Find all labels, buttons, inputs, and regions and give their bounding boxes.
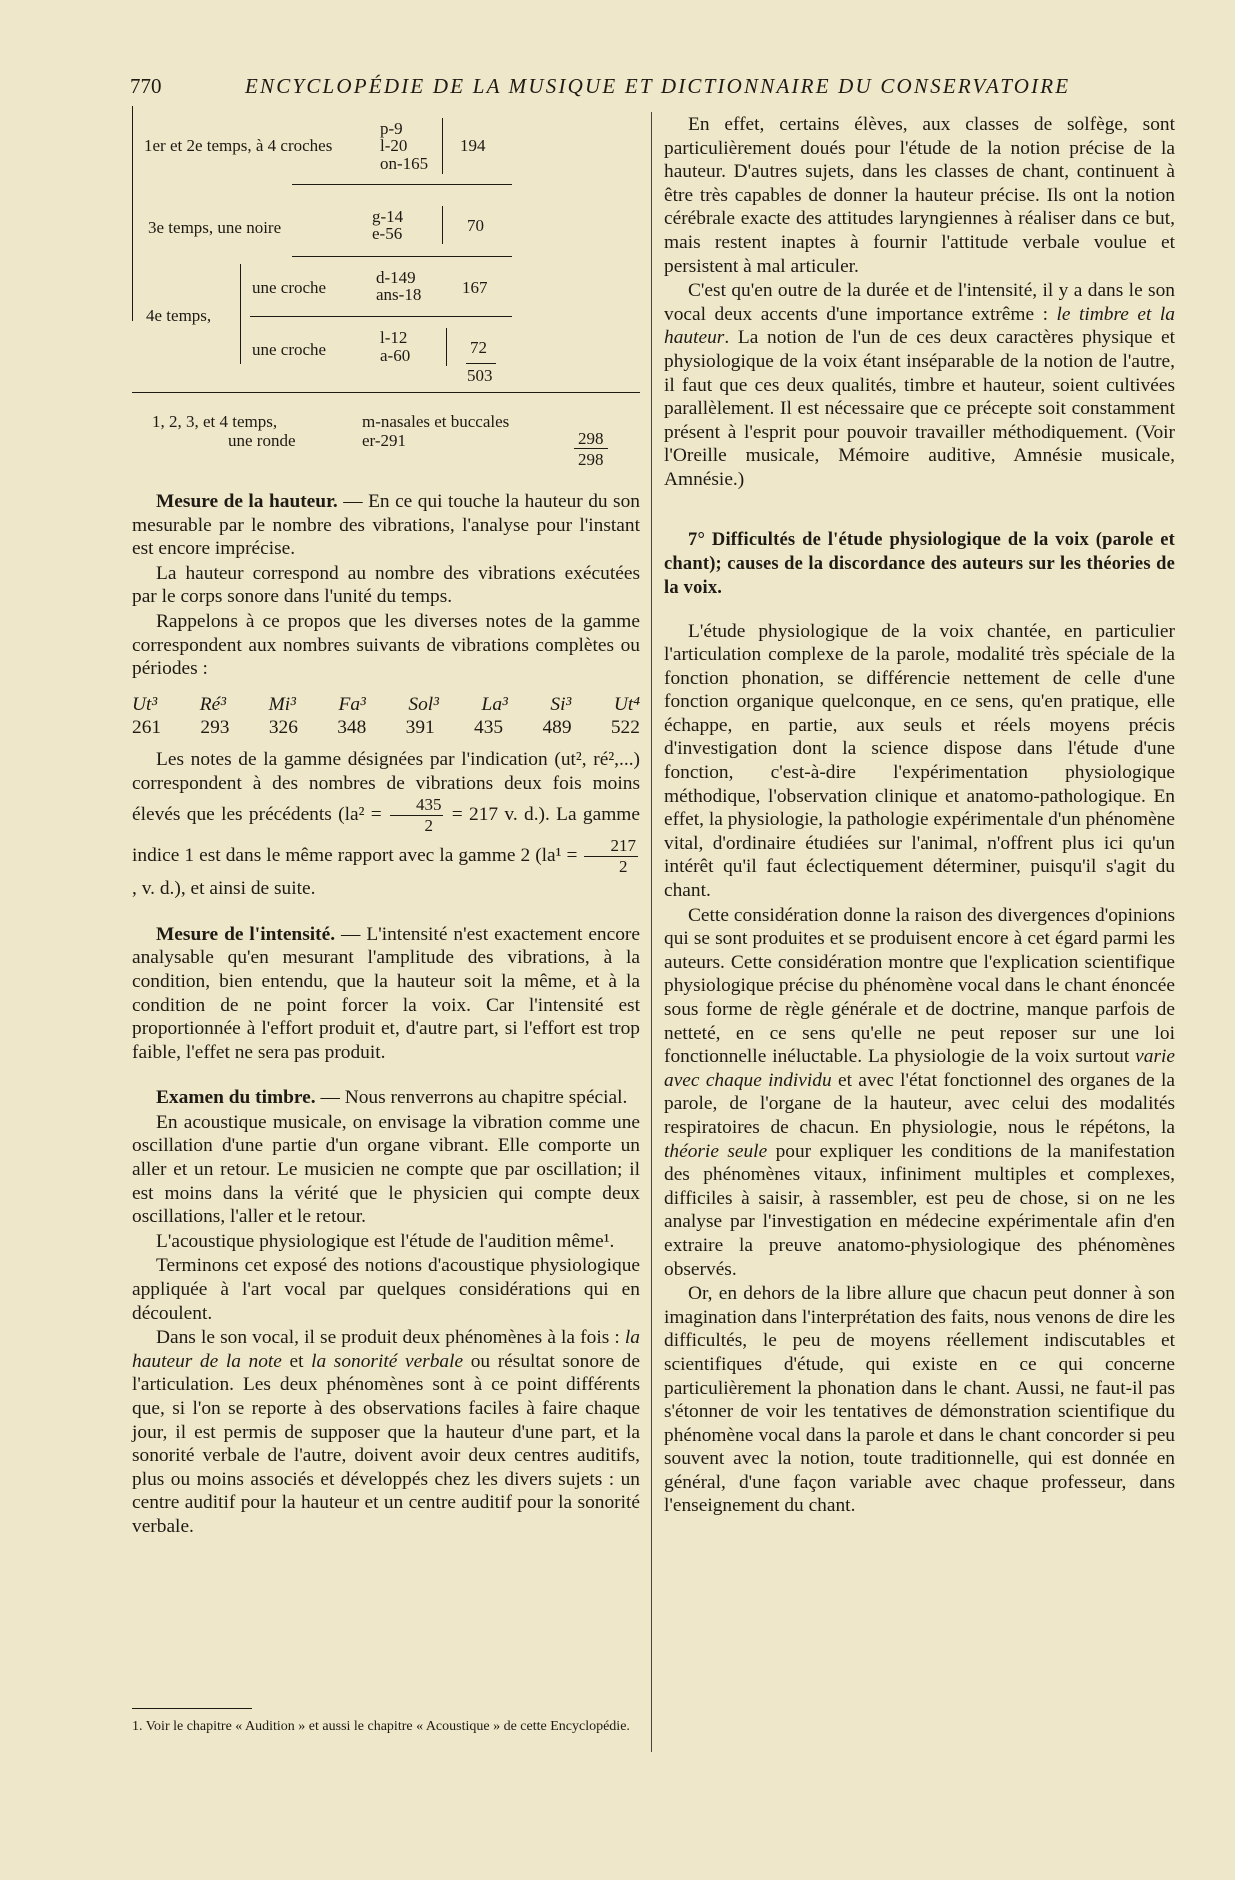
note-name: Mi³	[268, 693, 296, 715]
column-divider	[651, 112, 652, 1752]
table-rule-2	[292, 256, 512, 257]
text-son-vocal-c: ou résultat sonore de l'articulation. Les deux phénomènes sont à ce point différents que, si l'on se reporte à des observations faciles à faire chaque jour, il est permis de supposer que la hauteur d'une part, et la sonorité verbale de l'autre, doivent avoir deux centres auditifs, plus ou moins associés et développés chez les divers sujets : un centre auditif pour la hauteur et un centre auditif pour la sonorité verbale.	[132, 1350, 640, 1537]
table-row-3b-total: 72	[470, 338, 487, 357]
italic-theorie-seule: théorie seule	[664, 1140, 768, 1162]
table-row-4-total: 298	[578, 429, 604, 448]
table-row-2-total: 70	[467, 216, 484, 235]
text-hauteur: — En ce qui touche la hauteur du son mesurable par le nombre des vibrations, l'analyse pour l'instant est encore imprécise.	[132, 491, 640, 560]
paragraph-indices	[132, 748, 640, 901]
text-accents-a: C'est qu'en outre de la durée et de l'intensité, il y a dans le son vocal deux accents d'une importance extrême :	[664, 280, 1175, 325]
paragraph-etude: L'étude physiologique de la voix chantée, en particulier l'articulation complexe de la parole, modalité très spéciale de la fonction phonation, se différencie nettement de celle d'une fonction organique quelconque, en ce sens, qu'en pratique, elle échappe, en partie, aux seuls et réels moyens précis d'investigation dont la science dispose dans l'étude d'une fonction, c'est-à-dire l'expérimentation physiologique méthodique, l'observation clinique et anatomo-pathologique. En effet, la physiologie, la pathologie expérimentale d'un phénomène vital, d'ordinaire étudiées sur l'animal, n'offrent plus ici qu'un intérêt qu'il faut éclectiquement déterminer, puisqu'il s'agit du chant.	[664, 620, 1175, 902]
footnote-rule	[132, 1708, 252, 1709]
paragraph-timbre	[132, 1086, 640, 1110]
fraction-435-2	[390, 795, 444, 836]
text-son-vocal-b: et	[281, 1350, 312, 1372]
table-row-1-total: 194	[460, 136, 486, 155]
note-name: Si³	[550, 693, 572, 715]
table-row-3b-brace	[446, 328, 447, 366]
frequency-value: 489	[542, 717, 572, 739]
frequency-value: 326	[268, 717, 298, 739]
heading-timbre: Examen du timbre.	[156, 1087, 316, 1109]
heading-intensite: Mesure de l'intensité.	[156, 923, 336, 945]
frequency-value: 348	[337, 717, 367, 739]
page-number: 770	[130, 74, 162, 98]
table-row-3b-label: une croche	[252, 340, 327, 359]
italic-sonorite-verbale: la sonorité verbale	[311, 1350, 464, 1372]
note-name: Fa³	[338, 693, 366, 715]
paragraph-eleves: En effet, certains élèves, aux classes de solfège, sont particulièrement doués pour l'étude de la notion précise de la hauteur. D'autres sujets, dans les classes de chant, continuent à être très capables de donner la hauteur précise. Ils ont la notion cérébrale exacte des attitudes laryngiennes à réaliser dans ce but, mais restent inaptes à fournir l'attitude verbale voulue et persistent à mal articuler.	[664, 114, 1175, 277]
fraction-denominator: 2	[618, 857, 628, 877]
paragraph-oscillation: En acoustique musicale, on envisage la vibration comme une oscillation d'une partie d'un organe vibrant. Elle comporte un aller et un retour. Le musicien ne compte que par oscillation; il est moins dans la vérité que le physicien qui compte deux oscillations, l'aller et le retour.	[132, 1111, 640, 1228]
table-row-3a-a: d-149	[376, 268, 416, 287]
text-divergences-c: pour expliquer les conditions de la manifestation des phénomènes vitaux, infiniment multiples et complexes, difficiles à saisir, à rassembler, est peu de chose, si on ne les analyse par l'investigation en médecine expérimentale afin d'en extraire la preuve anatomo-physiologique des phénomènes observés.	[664, 1140, 1175, 1280]
note-names-row	[132, 693, 640, 717]
table-row-4-a: m-nasales et buccales	[362, 412, 510, 431]
frequency-value: 261	[132, 717, 162, 739]
frequency-row	[132, 716, 640, 740]
fraction-denominator: 2	[424, 816, 433, 836]
frequency-value: 293	[200, 717, 230, 739]
text-divergences-b: et avec l'état fonctionnel des organes de la parole, de l'organe de la hauteur, avec celui des modalités respiratoires de chacun. En physiologie, nous le répétons, la	[664, 1069, 1175, 1138]
paragraph-son-vocal	[132, 1326, 640, 1538]
left-column	[132, 490, 640, 1539]
table-row-3a-total: 167	[462, 278, 488, 297]
table-row-1-b: l-20	[380, 136, 408, 155]
table-row-3a-label: une croche	[252, 278, 327, 297]
paragraph-vibrations: La hauteur correspond au nombre des vibrations exécutées par le corps sonore dans l'unité du temps.	[132, 562, 640, 608]
table-row-1-a: p-9	[380, 119, 403, 138]
text-indices-c: , v. d.), et ainsi de suite.	[132, 878, 316, 900]
text-intensite: — L'intensité n'est exactement encore analysable qu'en mesurant l'amplitude des vibrations, à la condition, bien entendu, que la hauteur soit la même, et à la condition de ne point forcer la voix. Car l'intensité est proportionnée à l'effort produit et, d'autre part, si l'effort est trop faible, l'effet ne sera pas produit.	[132, 923, 640, 1063]
paragraph-hauteur	[132, 490, 640, 561]
note-name: Sol³	[408, 693, 439, 715]
fraction-numerator: 217	[584, 836, 638, 857]
frequency-value: 435	[474, 717, 504, 739]
table-row-1-label: 1er et 2e temps, à 4 croches	[144, 136, 333, 155]
italic-timbre-hauteur: le timbre et la hauteur	[664, 303, 1175, 349]
paragraph-accents	[664, 279, 1175, 491]
text-divergences-a: Cette considération donne la raison des divergences d'opinions qui se sont produites et se produisent encore à cet égard parmi les auteurs. Cette considération montre que l'explication scientifique physiologique précise du phénomène vocal dans le chant énoncée sous forme de règle générale et de doctrine, manque parfois de netteté, en ce sens qu'elle ne peut reposer sur une loi fonctionnelle inéluctable. La physiologie de la voix surtout	[664, 904, 1175, 1068]
paragraph-terminons: Terminons cet exposé des notions d'acoustique physiologique appliquée à l'art vocal par quelques considérations qui en découlent.	[132, 1255, 640, 1324]
table-row-3-brace	[240, 264, 241, 364]
running-title: ENCYCLOPÉDIE DE LA MUSIQUE ET DICTIONNAIRE DU CONSERVATOIRE	[245, 74, 1071, 98]
table-row-2-brace	[442, 206, 443, 244]
frequency-value: 391	[405, 717, 435, 739]
right-column	[664, 113, 1175, 1518]
italic-hauteur-note: la hauteur de la note	[132, 1327, 640, 1372]
table-total-rule	[574, 448, 608, 449]
table-row-1-c: on-165	[380, 154, 429, 173]
italic-varie-individu: varie avec chaque individu	[664, 1046, 1175, 1091]
paragraph-divergences	[664, 904, 1175, 1282]
table-subtotal-rule	[466, 363, 496, 364]
text-indices-a: Les notes de la gamme désignées par l'indication (ut², ré²,...) correspondent à des nombres de vibrations deux fois moins élevés que les précédents (la² =	[132, 748, 640, 826]
table-rule-1	[292, 184, 512, 185]
text-accents-b: . La notion de l'un de ces deux caractères physique et physiologique de la voix étant inséparable de la notion de l'autre, il faut que ces deux qualités, timbre et hauteur, soient cultivées parallèlement. Il est nécessaire que ce précepte soit constamment présent à l'esprit pour pouvoir travailler méthodiquement. (Voir l'Oreille musicale, Mémoire auditive, Amnésie musicale, Amnésie.)	[664, 327, 1175, 490]
table-row-2-label: 3e temps, une noire	[148, 218, 282, 237]
table-row-3a-b: ans-18	[376, 285, 422, 304]
footnote: 1. Voir le chapitre « Audition » et aussi le chapitre « Acoustique » de cette Encyclopédie.	[132, 1719, 630, 1734]
note-name: Ut³	[132, 693, 158, 715]
table-row-4-label-b: une ronde	[228, 431, 296, 450]
text-son-vocal-a: Dans le son vocal, il se produit deux phénomènes à la fois :	[156, 1327, 625, 1349]
table-row-3b-a: l-12	[380, 328, 408, 347]
text-indices-b: = 217 v. d.). La gamme indice 1 est dans le même rapport avec la gamme 2 (la¹ =	[132, 804, 640, 867]
paragraph-libre-allure: Or, en dehors de la libre allure que chacun peut donner à son imagination dans l'interprétation des faits, nous venons de dire les difficultés, le peu de moyens réellement indiscutables et scientifiques d'étude, qui existe en ce qui concerne particulièrement la phonation dans le chant. Aussi, ne faut-il pas s'étonner de voir les tentatives de démonstration scientifique du phénomène vocal dans la parole et dans le chant concorder si peu souvent avec la notion, toute traditionnelle, qui est donnée en général, d'une façon variable avec chaque professeur, dans l'enseignement du chant.	[664, 1283, 1175, 1517]
table-row-2-a: g-14	[372, 207, 404, 226]
note-name: Ut⁴	[613, 693, 640, 715]
paragraph-intensite	[132, 923, 640, 1065]
table-row-3b-b: a-60	[380, 346, 411, 365]
table-rule-4	[132, 392, 640, 393]
syllable-count-table	[132, 106, 640, 469]
table-row-3-group: 4e temps,	[146, 306, 212, 325]
table-left-brace	[132, 106, 133, 321]
note-name: La³	[481, 693, 508, 715]
frequency-value: 522	[610, 717, 640, 739]
paragraph-gamme: Rappelons à ce propos que les diverses notes de la gamme correspondent aux nombres suivants de vibrations complètes ou périodes :	[132, 610, 640, 680]
table-row-4-label-a: 1, 2, 3, et 4 temps,	[152, 412, 278, 431]
fraction-217-2	[584, 836, 638, 877]
text-timbre: — Nous renverrons au chapitre spécial.	[315, 1087, 628, 1109]
section-heading-7: 7° Difficultés de l'étude physiologique de la voix (parole et chant); causes de la discordance des auteurs sur les théories de la voix.	[664, 529, 1175, 598]
table-rule-3	[250, 316, 512, 317]
table-row-2-b: e-56	[372, 224, 403, 243]
table-row-4-b: er-291	[362, 431, 407, 450]
paragraph-audition: L'acoustique physiologique est l'étude de l'audition même¹.	[156, 1230, 615, 1252]
note-name: Ré³	[199, 693, 227, 715]
table-row-1-brace	[442, 118, 443, 174]
table-subtotal: 503	[467, 366, 493, 385]
fraction-numerator: 435	[390, 795, 444, 816]
heading-hauteur: Mesure de la hauteur.	[156, 491, 338, 512]
table-row-4-total-2: 298	[578, 450, 604, 469]
